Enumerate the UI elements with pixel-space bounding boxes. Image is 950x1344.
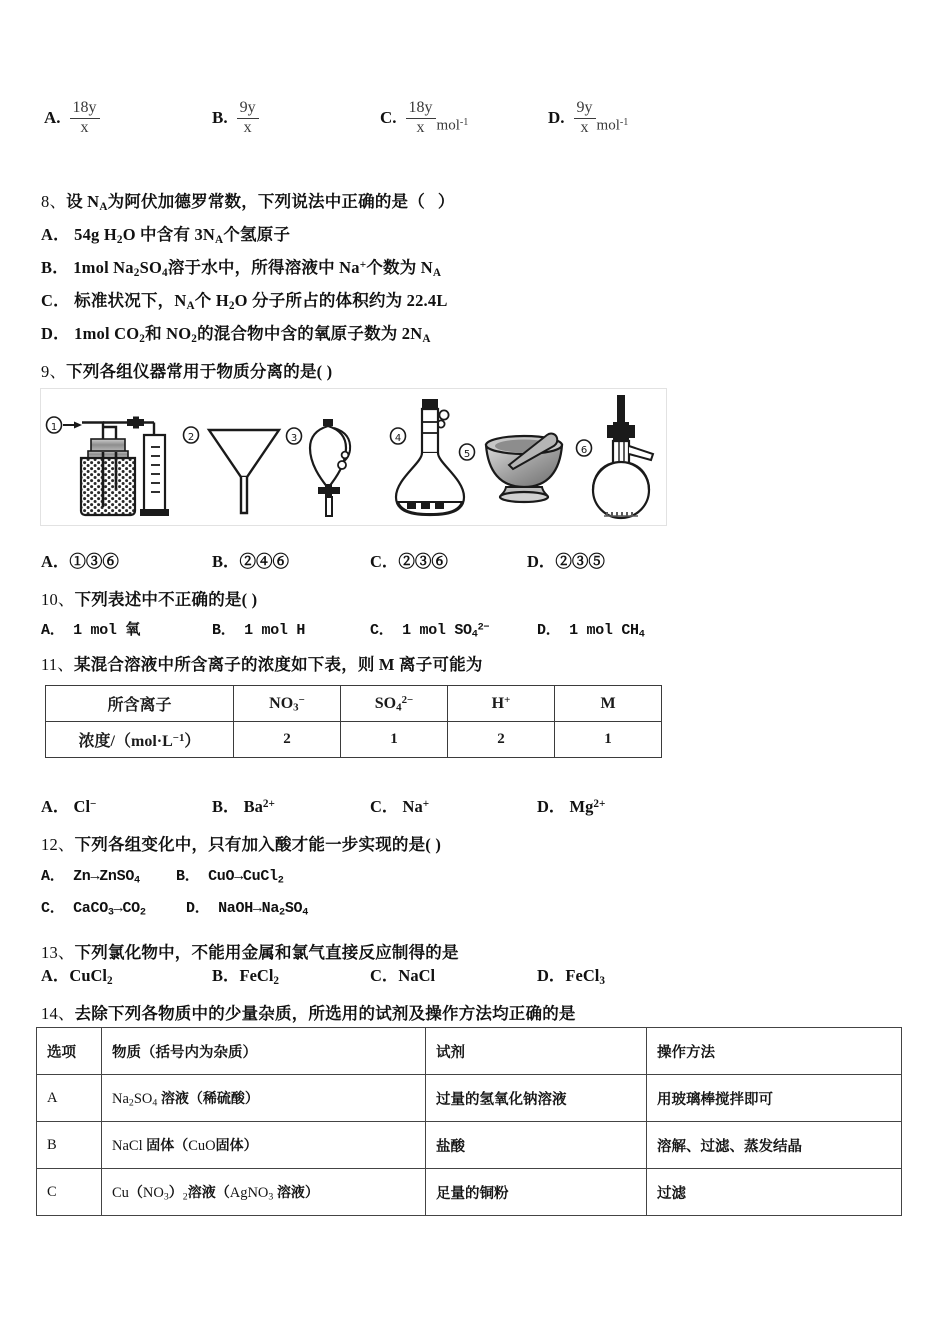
impurity-table-row-c <box>37 1169 902 1216</box>
q9-option-b[interactable] <box>212 548 289 572</box>
svg-text:3: 3 <box>290 433 298 444</box>
q9-option-a-letter: A． <box>41 552 70 571</box>
q11-stem <box>41 651 483 675</box>
q7-option-c-letter: C. <box>380 108 397 128</box>
q14-impurity-table <box>36 1027 902 1216</box>
impurity-table-row-b <box>37 1122 902 1169</box>
q11-ion-table <box>45 685 662 758</box>
q11-option-c[interactable]: C． Na+ <box>370 797 430 816</box>
q13-option-b-letter: B． <box>212 966 240 985</box>
q7-option-c[interactable] <box>380 100 468 137</box>
q7-option-b[interactable] <box>212 100 259 137</box>
q9-option-d[interactable] <box>527 548 605 572</box>
q10-option-c-letter: C． <box>370 622 394 639</box>
q14-stem-text: 去除下列各物质中的少量杂质，所选用的试剂及操作方法均正确的是 <box>74 1004 576 1023</box>
q7-option-b-fraction <box>237 100 259 137</box>
q13-option-c[interactable]: C．NaCl <box>370 966 436 985</box>
q7-option-d-fraction <box>574 100 596 137</box>
q12-option-d[interactable]: D． $NaOH\to Na_2SO_4$ <box>186 900 309 919</box>
impurity-table-header-row <box>37 1028 902 1075</box>
q8-option-b-letter: B． <box>41 258 69 277</box>
ion-table-cell-no3: $NO_3^-$ <box>234 686 341 722</box>
impurity-row-c-reagent: 足量的铜粉 <box>426 1169 647 1216</box>
q7-option-a-denominator: x <box>80 118 89 136</box>
q14-number: 14、 <box>41 1004 75 1023</box>
impurity-row-a-option: A <box>37 1075 102 1122</box>
q11-option-a[interactable]: A． Cl− <box>41 797 97 816</box>
svg-text:1: 1 <box>50 422 58 433</box>
q9-option-b-letter: B． <box>212 552 240 571</box>
impurity-table-row-a <box>37 1075 902 1122</box>
q13-option-d[interactable]: D．FeCl$_3$ <box>537 966 605 987</box>
q10-option-a-letter: A． <box>41 622 65 639</box>
ion-table-cell-so4: $SO_4^{2-}$ <box>341 686 448 722</box>
q10-option-b[interactable]: B． 1 mol H <box>212 622 306 639</box>
q9-option-d-text: ②③⑤ <box>555 552 605 571</box>
q13-option-d-letter: D． <box>537 966 566 985</box>
impurity-header-substance: 物质（括号内为杂质） <box>102 1028 426 1075</box>
q12-option-b[interactable]: B． CuO→CuCl$_2$ <box>176 868 284 887</box>
q9-options-row <box>0 548 900 572</box>
q8-option-d-letter: D． <box>41 324 70 343</box>
ion-table-row-label-ions: 所含离子 <box>46 686 234 722</box>
q10-stem-text: 下列表述中不正确的是( ) <box>74 590 258 609</box>
q13-stem <box>41 939 459 963</box>
q7-option-d-letter: D. <box>548 108 565 128</box>
q7-option-c-numerator: 18y <box>406 100 436 119</box>
q7-option-d[interactable] <box>548 100 628 137</box>
q7-options-row <box>0 96 950 148</box>
q8-option-c-letter: C． <box>41 291 70 310</box>
q10-option-d-letter: D． <box>537 622 561 639</box>
q9-option-c-text: ②③⑥ <box>398 552 448 571</box>
q8-option-b[interactable]: B． 1mol $Na_2SO_4$溶于水中，所得溶液中 Na+个数为 $N_A$ <box>41 258 442 279</box>
q7-option-b-numerator: 9y <box>237 100 259 119</box>
q13-options-row <box>0 962 900 986</box>
q8-option-c[interactable]: C． 标准状况下，$N_A$个 $H_2O$ 分子所占的体积约为 22.4L <box>41 291 448 312</box>
impurity-row-a-substance: $Na_2SO_4$ 溶液（稀硫酸） <box>102 1075 426 1122</box>
q9-option-b-text: ②④⑥ <box>239 552 290 571</box>
impurity-row-b-option: B <box>37 1122 102 1169</box>
q10-option-a[interactable]: A． 1 mol 氧 <box>41 622 141 639</box>
q10-option-b-letter: B． <box>212 622 236 639</box>
q12-options-row-1 <box>0 864 900 888</box>
q13-number: 13、 <box>41 943 75 962</box>
q13-stem-text: 下列氯化物中，不能用金属和氯气直接反应制得的是 <box>74 943 459 962</box>
impurity-row-b-method: 溶解、过滤、蒸发结晶 <box>647 1122 902 1169</box>
q10-number: 10、 <box>41 590 75 609</box>
svg-text:4: 4 <box>394 433 402 444</box>
q11-stem-text: 某混合溶液中所含离子的浓度如下表，则 M 离子可能为 <box>74 655 483 674</box>
q9-number: 9、 <box>41 362 67 381</box>
q12-option-c-letter: C． <box>41 900 65 917</box>
q7-option-c-fraction <box>406 100 436 137</box>
q12-option-d-letter: D． <box>186 900 210 917</box>
q11-number: 11、 <box>41 655 74 674</box>
q7-option-a-fraction <box>70 100 100 137</box>
q9-stem-text: 下列各组仪器常用于物质分离的是( ) <box>66 362 333 381</box>
q7-option-d-unit: mol$^{-1}$ <box>596 117 629 134</box>
q11-option-b-letter: B． <box>212 797 240 816</box>
q12-option-c[interactable]: C． $CaCO_3\to CO_2$ <box>41 900 146 919</box>
impurity-row-a-method: 用玻璃棒搅拌即可 <box>647 1075 902 1122</box>
impurity-row-c-option: C <box>37 1169 102 1216</box>
q12-option-a[interactable]: A． Zn→ZnSO$_4$ <box>41 868 140 887</box>
ion-table-row-label-concentration: 浓度$/(mol\cdot L^{-1})$ <box>46 722 234 758</box>
q10-options-row <box>0 618 900 642</box>
impurity-header-reagent: 试剂 <box>426 1028 647 1075</box>
ion-table-value-h: 2 <box>448 722 555 758</box>
q12-stem <box>41 831 441 855</box>
ion-table-value-so4: 1 <box>341 722 448 758</box>
q7-option-d-denominator: x <box>580 118 589 136</box>
ion-table-value-no3: 2 <box>234 722 341 758</box>
q11-option-d[interactable]: D． $Mg^{2+}$ <box>537 797 606 816</box>
q9-stem <box>41 358 332 382</box>
impurity-row-b-substance: NaCl 固体（CuO固体） <box>102 1122 426 1169</box>
q8-stem: 8、设 $N_A$为阿伏加德罗常数，下列说法中正确的是（ ） <box>41 192 455 213</box>
q10-stem <box>41 586 257 610</box>
q8-option-a[interactable]: A． 54g $H_2O$ 中含有 $3N_A$个氢原子 <box>41 225 291 246</box>
impurity-header-option: 选项 <box>37 1028 102 1075</box>
q12-options-row-2 <box>0 896 900 920</box>
q9-option-c-letter: C． <box>370 552 399 571</box>
q7-option-a-numerator: 18y <box>70 100 100 119</box>
q11-option-b[interactable]: B． $Ba^{2+}$ <box>212 797 275 816</box>
q7-option-d-numerator: 9y <box>574 100 596 119</box>
q9-option-a-text: ①③⑥ <box>69 552 119 571</box>
ion-table-value-m: 1 <box>555 722 662 758</box>
q13-option-c-letter: C． <box>370 966 399 985</box>
impurity-row-c-substance: $Cu(NO_3)_2$溶液（AgNO$_3$ 溶液） <box>102 1169 426 1216</box>
q9-option-a[interactable] <box>41 548 119 572</box>
q13-option-b[interactable]: B．FeCl$_2$ <box>212 966 280 987</box>
q11-option-d-letter: D． <box>537 797 566 816</box>
ion-table-row-ions <box>46 686 662 722</box>
impurity-row-c-method: 过滤 <box>647 1169 902 1216</box>
svg-text:2: 2 <box>187 432 195 443</box>
impurity-row-b-reagent: 盐酸 <box>426 1122 647 1169</box>
q8-option-d[interactable]: D． 1mol $CO_2$和 $NO_2$的混合物中含的氧原子数为 $2N_A$ <box>41 324 431 345</box>
ion-table-cell-h: H+ <box>448 686 555 722</box>
q12-option-a-letter: A． <box>41 868 65 885</box>
impurity-header-method: 操作方法 <box>647 1028 902 1075</box>
q7-option-b-denominator: x <box>243 118 252 136</box>
ion-table-row-concentrations <box>46 722 662 758</box>
q8-number: 8、 <box>41 192 67 211</box>
q10-option-c[interactable]: C． 1 mol $SO_4^{2-}$ <box>370 622 490 641</box>
q11-option-a-letter: A． <box>41 797 70 816</box>
q11-option-c-letter: C． <box>370 797 399 816</box>
q8-option-a-letter: A． <box>41 225 70 244</box>
q7-option-a-letter: A. <box>44 108 61 128</box>
q7-option-c-unit: mol$^{-1}$ <box>436 117 469 134</box>
q9-option-c[interactable] <box>370 548 448 572</box>
impurity-row-a-reagent: 过量的氢氧化钠溶液 <box>426 1075 647 1122</box>
q13-option-a-letter: A． <box>41 966 70 985</box>
q9-option-d-letter: D． <box>527 552 556 571</box>
svg-text:6: 6 <box>580 445 588 456</box>
q7-option-c-denominator: x <box>416 118 425 136</box>
q13-option-a[interactable]: A．CuCl$_2$ <box>41 966 113 987</box>
q11-options-row <box>0 793 900 817</box>
q7-option-b-letter: B. <box>212 108 228 128</box>
q14-stem <box>41 1000 576 1024</box>
q7-option-a[interactable] <box>44 100 100 137</box>
q10-option-d[interactable]: D． 1 mol $CH_4$ <box>537 622 645 641</box>
svg-text:5: 5 <box>463 449 471 460</box>
q12-stem-text: 下列各组变化中，只有加入酸才能一步实现的是( ) <box>74 835 442 854</box>
ion-table-cell-m: M <box>555 686 662 722</box>
q12-number: 12、 <box>41 835 75 854</box>
q12-option-b-letter: B． <box>176 868 200 885</box>
apparatus-svg <box>41 389 664 523</box>
q9-apparatus-figure <box>40 388 667 526</box>
